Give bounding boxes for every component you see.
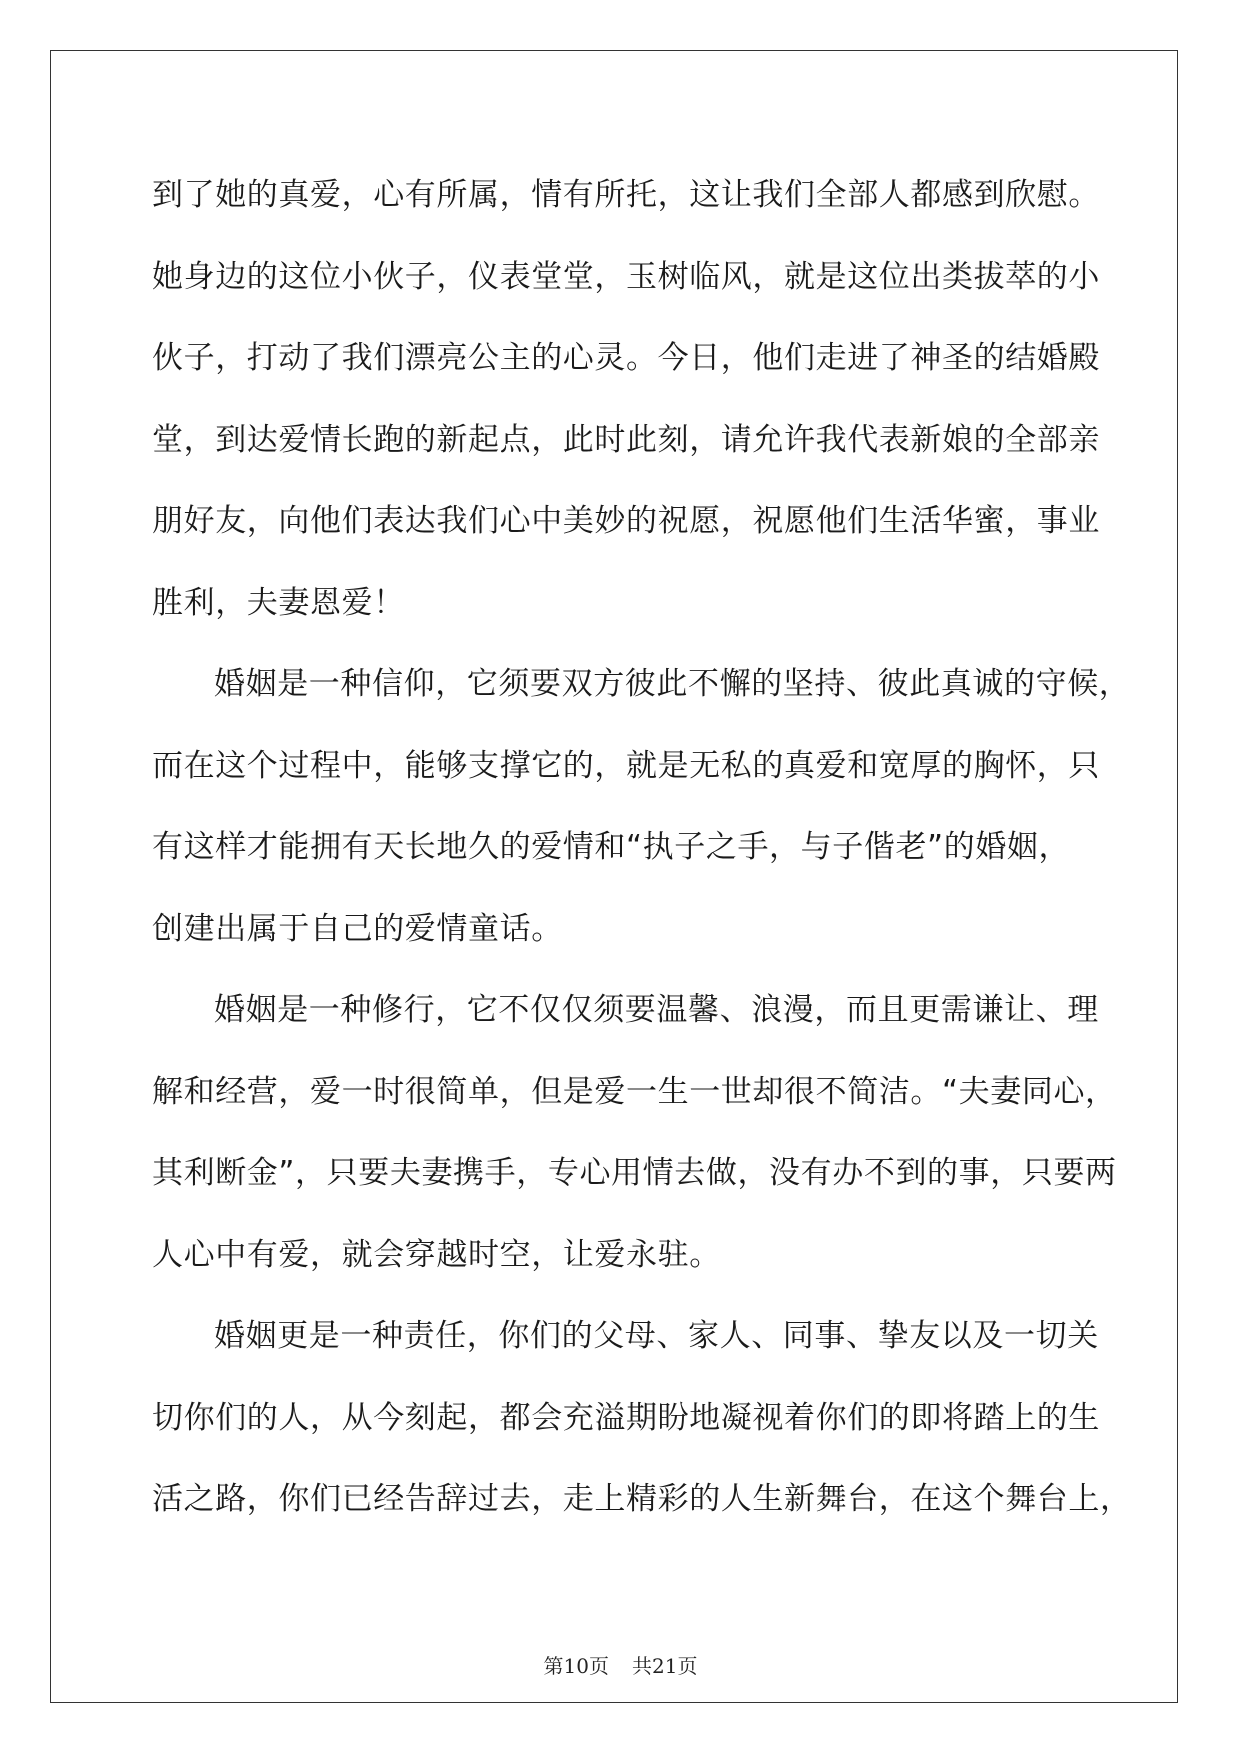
- paragraph-start-line: 婚姻是一种信仰，它须要双方彼此不懈的坚持、彼此真诚的守候，: [214, 666, 1131, 702]
- page-number: 第10页: [543, 1654, 609, 1678]
- text-line: 创建出属于自己的爱情童话。: [152, 910, 563, 947]
- document-body: [152, 155, 1132, 1541]
- page-footer: [0, 1650, 1241, 1679]
- text-line: 到了她的真爱，心有所属，情有所托，这让我们全部人都感到欣慰。: [152, 177, 1100, 213]
- text-line: 人心中有爱，就会穿越时空，让爱永驻。: [152, 1236, 721, 1273]
- text-line: 朋好友，向他们表达我们心中美妙的祝愿，祝愿他们生活华蜜，事业: [152, 503, 1100, 539]
- text-line: 活之路，你们已经告辞过去，走上精彩的人生新舞台，在这个舞台上，: [152, 1481, 1132, 1517]
- page-total: 共21页: [632, 1654, 698, 1678]
- text-line: 切你们的人，从今刻起，都会充溢期盼地凝视着你们的即将踏上的生: [152, 1399, 1100, 1436]
- text-line: 解和经营，爱一时很简单，但是爱一生一世却很不简洁。“夫妻同心，: [152, 1073, 1117, 1110]
- text-line: 其利断金”，只要夫妻携手，专心用情去做，没有办不到的事，只要两: [152, 1155, 1117, 1191]
- paragraph-start-line: 婚姻是一种修行，它不仅仅须要温馨、浪漫，而且更需谦让、理: [214, 992, 1099, 1028]
- text-line: 胜利，夫妻恩爱！: [152, 584, 405, 621]
- paragraph-start-line: 婚姻更是一种责任，你们的父母、家人、同事、挚友以及一切关: [214, 1318, 1099, 1354]
- text-line: 有这样才能拥有天长地久的爱情和“执子之手，与子偕老”的婚姻，: [152, 829, 1071, 865]
- text-line: 堂，到达爱情长跑的新起点，此时此刻，请允许我代表新娘的全部亲: [152, 421, 1100, 458]
- text-line: 她身边的这位小伙子，仪表堂堂，玉树临风，就是这位出类拔萃的小: [152, 258, 1100, 295]
- text-line: 伙子，打动了我们漂亮公主的心灵。今日，他们走进了神圣的结婚殿: [152, 340, 1100, 376]
- text-line: 而在这个过程中，能够支撑它的，就是无私的真爱和宽厚的胸怀，只: [152, 747, 1100, 784]
